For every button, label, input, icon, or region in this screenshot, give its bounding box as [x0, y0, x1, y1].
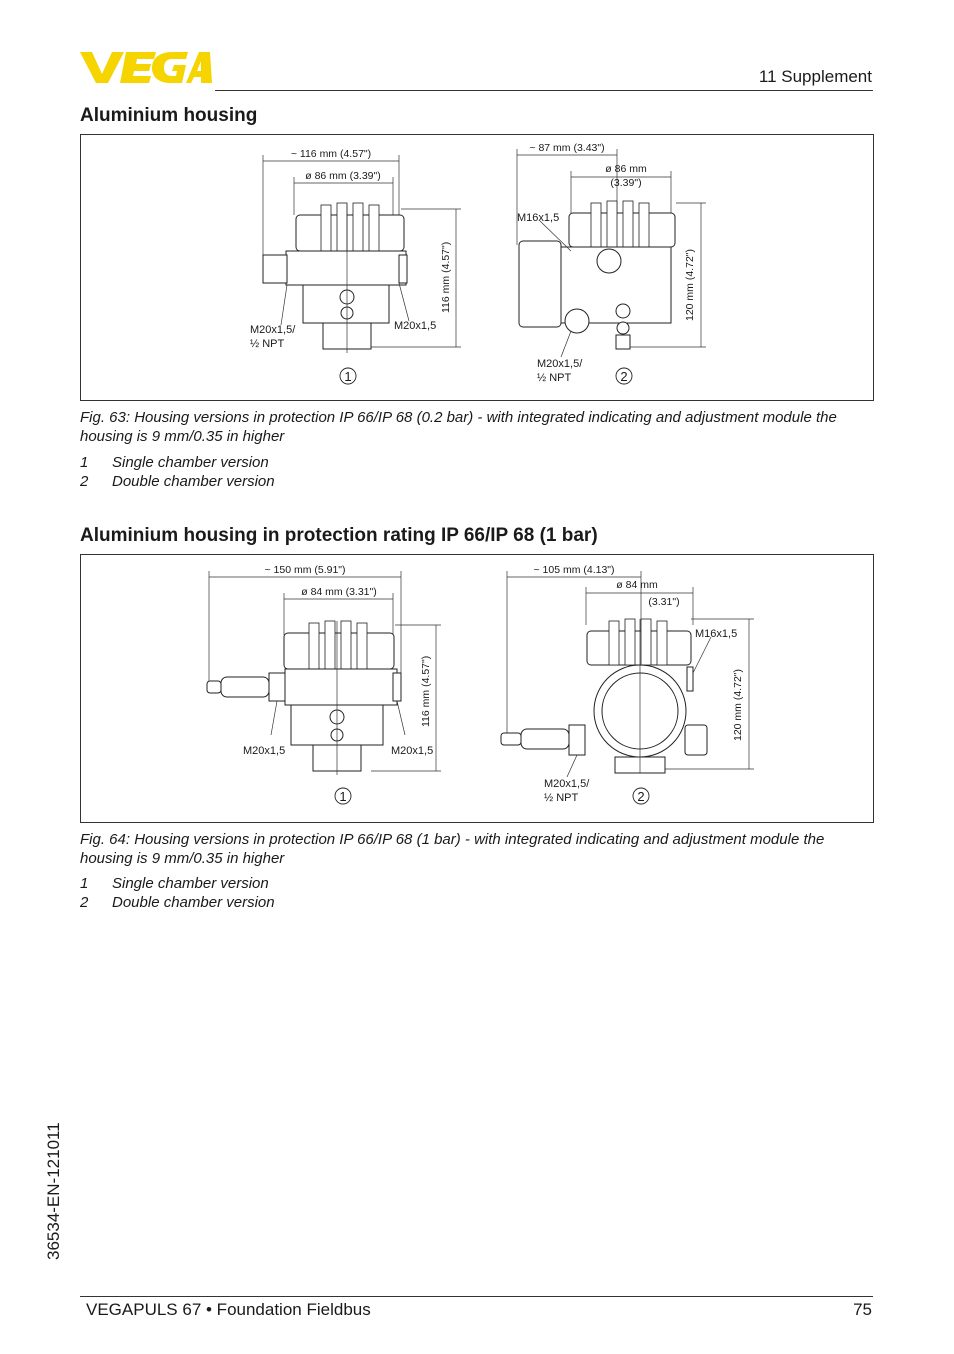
- header-rule: [215, 90, 873, 91]
- dim-height-label-3: 116 mm (4.57"): [420, 655, 432, 727]
- single-chamber-drawing: [250, 148, 461, 384]
- label-m20-bottom-2: ½ NPT: [537, 372, 572, 384]
- dim-height-label-4: 120 mm (4.72"): [732, 668, 744, 741]
- label-m20-right-b: M20x1,5: [391, 745, 434, 757]
- dim-diameter-label-3: ø 84 mm (3.31"): [301, 586, 377, 598]
- figure-64-box: [80, 554, 874, 823]
- figure-63-box: [80, 134, 874, 401]
- marker-1b: 1: [339, 789, 347, 804]
- figure-64-caption: Fig. 64: Housing versions in protection IP 66/IP 68 (1 bar) - with integrated indicating and adjustment module the housing is 9 mm/0.35 in higher: [80, 831, 825, 867]
- marker-2: 2: [620, 369, 628, 384]
- figure-63-caption: Fig. 63: Housing versions in protection IP 66/IP 68 (0.2 bar) - with integrated indicating and adjustment module the housing is 9 mm/0.35 in higher: [80, 409, 837, 445]
- legend-item: 1 Single chamber version: [80, 454, 269, 471]
- document-code: 36534-EN-121011: [44, 1122, 63, 1260]
- footer-title: VEGAPULS 67 • Foundation Fieldbus: [86, 1300, 371, 1319]
- double-chamber-drawing: [517, 142, 706, 384]
- single-chamber-drawing-2: [207, 564, 441, 804]
- figure-64-legend: [80, 874, 275, 912]
- label-m20-left-2: ½ NPT: [250, 338, 285, 350]
- section-title-aluminium-housing: Aluminium housing: [80, 105, 258, 126]
- figure-63-legend: [80, 453, 275, 491]
- label-m20-bottom-1b: M20x1,5/: [544, 778, 590, 790]
- legend-item: 2 Double chamber version: [80, 473, 275, 490]
- dim-diameter-label-4b: (3.31"): [648, 596, 680, 608]
- dim-height-label: 116 mm (4.57"): [440, 241, 452, 313]
- section-label: 11 Supplement: [758, 67, 872, 86]
- dim-diameter-label-2b: (3.39"): [610, 177, 642, 189]
- legend-item: 2 Double chamber version: [80, 894, 275, 911]
- dim-width-label: ~ 116 mm (4.57"): [290, 148, 372, 160]
- page-number: 75: [853, 1300, 872, 1319]
- dim-width-label-2: ~ 87 mm (3.43"): [529, 142, 605, 154]
- vega-logo: [80, 50, 212, 84]
- dim-height-label-2: 120 mm (4.72"): [684, 248, 696, 321]
- label-m20-left-1: M20x1,5/: [250, 324, 296, 336]
- label-m16: M16x1,5: [517, 212, 560, 224]
- dim-width-label-3: ~ 150 mm (5.91"): [264, 564, 346, 576]
- label-m20-right: M20x1,5: [394, 320, 437, 332]
- label-m20-left-b: M20x1,5: [243, 745, 286, 757]
- label-m16-b: M16x1,5: [695, 628, 738, 640]
- double-chamber-drawing-2: [501, 564, 754, 804]
- dim-diameter-label-4a: ø 84 mm: [616, 579, 658, 591]
- figure-64-drawing: [81, 555, 873, 822]
- label-m20-bottom-1: M20x1,5/: [537, 358, 583, 370]
- dim-diameter-label: ø 86 mm (3.39"): [305, 170, 381, 182]
- dim-width-label-4: ~ 105 mm (4.13"): [533, 564, 615, 576]
- legend-item: 1 Single chamber version: [80, 875, 269, 892]
- footer-rule: [80, 1296, 873, 1297]
- section-title-ip68-1bar: Aluminium housing in protection rating IP 66/IP 68 (1 bar): [80, 525, 598, 546]
- label-m20-bottom-2b: ½ NPT: [544, 792, 579, 804]
- dim-diameter-label-2a: ø 86 mm: [605, 163, 647, 175]
- figure-63-drawing: [81, 135, 873, 400]
- marker-1: 1: [344, 369, 352, 384]
- marker-2b: 2: [637, 789, 645, 804]
